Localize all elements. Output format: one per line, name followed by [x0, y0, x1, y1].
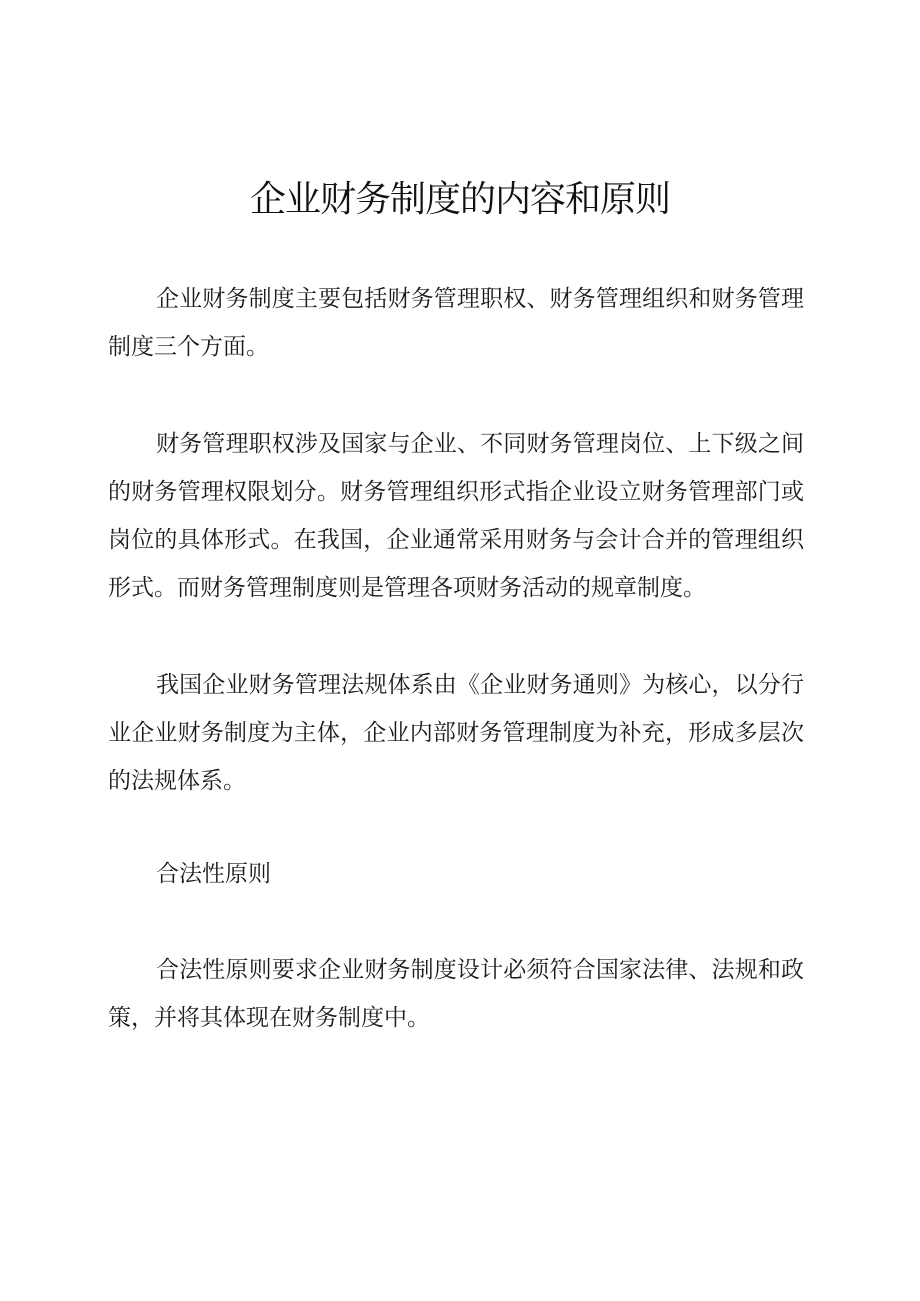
paragraph-legality-principle: 合法性原则要求企业财务制度设计必须符合国家法律、法规和政策，并将其体现在财务制度中。	[108, 957, 804, 1031]
section-heading-legality-principle: 合法性原则	[156, 861, 271, 887]
document-title: 企业财务制度的内容和原则	[249, 179, 670, 220]
paragraph-authority-organization: 财务管理职权涉及国家与企业、不同财务管理岗位、上下级之间的财务管理权限划分。财务管理组织形式指企业设立财务管理部门或岗位的具体形式。在我国，企业通常采用财务与会计合并的管理组织形式。而财务管理制度则是管理各项财务活动的规章制度。	[108, 431, 804, 601]
paragraph-regulation-system: 我国企业财务管理法规体系由《企业财务通则》为核心，以分行业企业财务制度为主体，企业内部财务管理制度为补充，形成多层次的法规体系。	[108, 672, 804, 794]
paragraph-overview: 企业财务制度主要包括财务管理职权、财务管理组织和财务管理制度三个方面。	[108, 286, 804, 360]
